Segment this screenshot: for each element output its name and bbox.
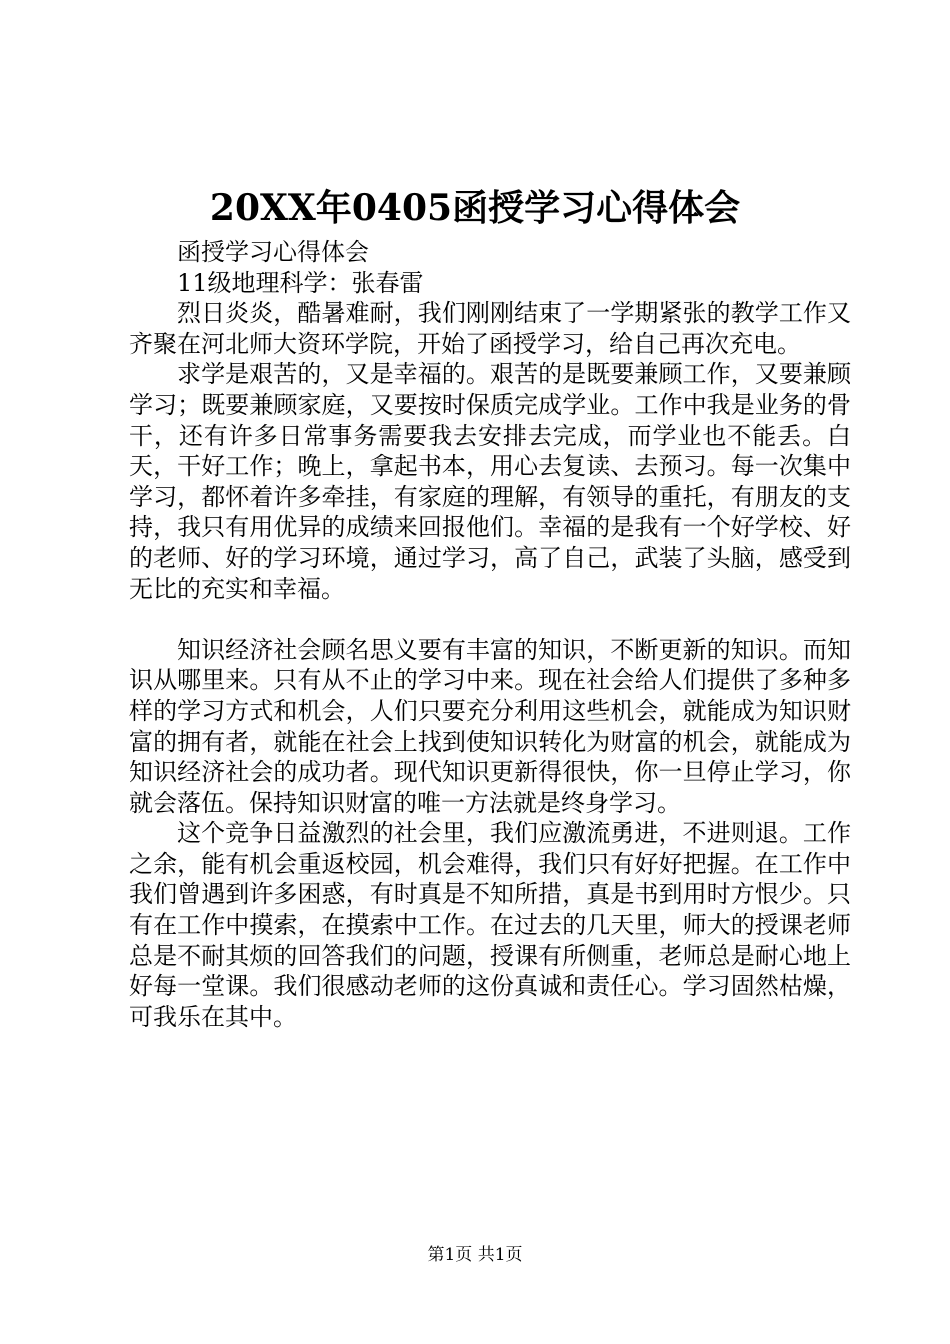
page-footer: 第1页 共1页 xyxy=(427,1245,523,1265)
document-title: 20XX年0405函授学习心得体会 xyxy=(209,187,741,229)
paragraph-4: 这个竞争日益激烈的社会里，我们应激流勇进，不进则退。工作之余，能有机会重返校园，机会难得，我们只有好好把握。在工作中我们曾遇到许多困惑，有时真是不知所措，真是书到用时方恨少。只有在工作中摸索，在摸索中工作。在过去的几天里，师大的授课老师总是不耐其烦的回答我们的问题，授课有所侧重，老师总是耐心地上好每一堂课。我们很感动老师的这份真诚和责任心。学习固然枯燥，可我乐在其中。 xyxy=(129,819,851,1031)
document-body xyxy=(129,237,851,1032)
paragraph-heading: 函授学习心得体会 xyxy=(177,238,369,266)
paragraph-author: 11级地理科学：张春雷 xyxy=(177,268,424,297)
paragraph-1: 烈日炎炎，酷暑难耐，我们刚刚结束了一学期紧张的教学工作又齐聚在河北师大资环学院，开始了函授学习，给自己再次充电。 xyxy=(129,299,851,358)
paragraph-2: 求学是艰苦的，又是幸福的。艰苦的是既要兼顾工作，又要兼顾学习；既要兼顾家庭，又要按时保质完成学业。工作中我是业务的骨干，还有许多日常事务需要我去安排去完成，而学业也不能丢。白天，干好工作；晚上，拿起书本，用心去复读、去预习。每一次集中学习，都怀着许多牵挂，有家庭的理解，有领导的重托，有朋友的支持，我只有用优异的成绩来回报他们。幸福的是我有一个好学校、好的老师、好的学习环境，通过学习，高了自己，武装了头脑，感受到无比的充实和幸福。 xyxy=(129,360,851,603)
paragraph-3: 知识经济社会顾名思义要有丰富的知识，不断更新的知识。而知识从哪里来。只有从不止的学习中来。现在社会给人们提供了多种多样的学习方式和机会，人们只要充分利用这些机会，就能成为知识财富的拥有者，就能在社会上找到使知识转化为财富的机会，就能成为知识经济社会的成功者。现代知识更新得很快，你一旦停止学习，你就会落伍。保持知识财富的唯一方法就是终身学习。 xyxy=(129,635,851,817)
